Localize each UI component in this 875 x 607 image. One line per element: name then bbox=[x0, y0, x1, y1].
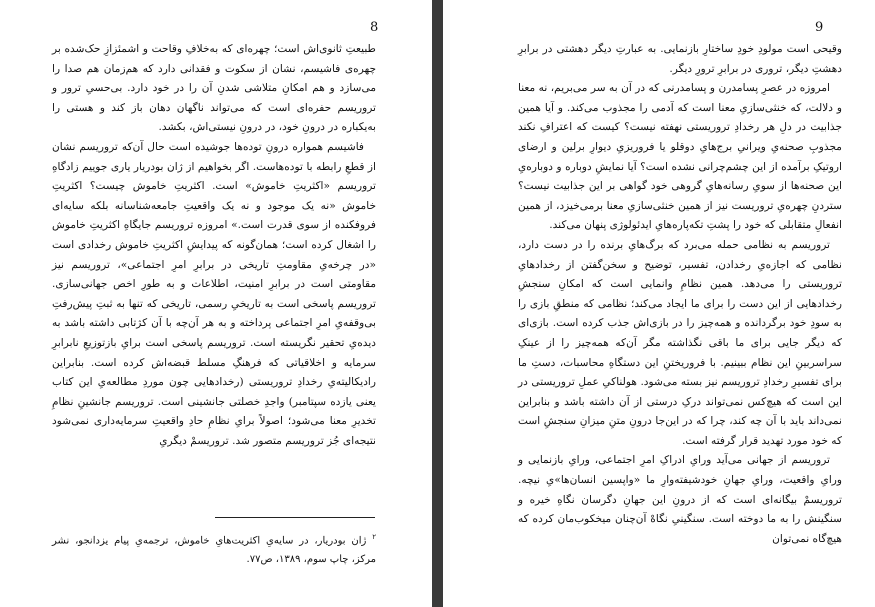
page-number-right: 9 bbox=[815, 20, 824, 35]
right-page bbox=[443, 0, 875, 607]
left-text-column bbox=[52, 40, 376, 451]
paragraph: تروریسم به نظامی حمله می‌برد که برگ‌هایِ برنده را در دست دارد، نظامی که اجازه‌یِ رخدادن، تفسیر، توضیح و سخن‌گفتن از رخدادهایِ تروریستی را می‌دهد. همین نظامِ وانمایی است که امکانِ سنجشِ رخدادهایی از این دست را برای ما ایجاد می‌کند؛ نظامی که منطقِ بازی را به سودِ خود برگردانده و همه‌چیز را در بازی‌اش جذب کرده است. بازی‌ای که دیگر جایی برای ما باقی نگذاشته مگر آن‌که همه‌چیز را از عینکِ سراسربینِ این نظام ببینیم. با فروریختنِ این دستگاهِ محاسبات، دستِ ما برای تفسیرِ رخدادِ تروریسم نیز بسته می‌شود. هولناکیِ عملِ تروریستی در این است که هیچ‌کس نمی‌تواند درکِ درستی از آن داشته باشد و بنابراین نمی‌داند باید با آن چه کند، چرا که در این‌جا درونِ متنِ میزانِ سنجشِ است که خود مورد تهدید قرار گرفته است. bbox=[518, 238, 842, 447]
footnote-text: ژان بودریار، در سایه‌یِ اکثریت‌هایِ خاموش، ترجمه‌یِ پیام یزدانجو، نشر مرکز، چاپ سوم، ۱۳۸۹، ص۷۷. bbox=[52, 535, 376, 566]
left-page bbox=[0, 0, 432, 607]
paragraph: فاشیسم همواره درونِ توده‌ها جوشیده است حال آن‌که تروریسم نشان از قطعِ رابطه با توده‌هاست. اگر بخواهیم از ژان بودریار یاری جوییم زادگاهِ تروریسم «اکثریتِ خاموش» است. اکثریتِ خاموش چیست؟ اکثریتِ خاموش «نه یک موجود و نه یک واقعیتِ جامعه‌شناسانه بلکه سایه‌ای فروفکنده از سوی قدرت است.» امروزه تروریسم جایگاهِ اکثریتِ خاموش را اشغال کرده است؛ همان‌گونه که پیدایشِ اکثریتِ خاموش رخدادی است «در چرخه‌یِ مقاومتِ تاریخی در برابرِ امرِ اجتماعی»، تروریسم نیز مقاومتی است در برابرِ امنیت، اطلاعات و به طورِ اخص جهانی‌سازی. تروریسم پاسخی است به تاریخیِ رسمی، تاریخی که تنها به ثبتِ پیش‌رفتِ بی‌وقفه‌یِ امرِ اجتماعی پرداخته و به هر آن‌چه با آن کژتابی داشته باشد به دیده‌یِ تحقیر نگریسته است. تروریسم پاسخی است برایِ بازتوزیعِ نابرابرِ سرمایه و اخلاقیاتی که فرهنگِ مسلط قبضه‌اش کرده است. بنابراین رادیکالیته‌یِ رخدادِ تروریستی (رخدادهایی چون موردِ مطالعه‌یِ این کتاب یعنی یازده سپتامبر) واجدِ خصلتی جانشینی است. تروریسم جانشینِ نظامِ تخدیرِ معنا می‌شود؛ اصولاً برایِ نظامِ حادِ واقعیتِ سرمایه‌داری نمی‌شود نتیجه‌ای جُز تروریسم متصور شد. تروریسمْ دیگریِ bbox=[52, 140, 376, 447]
paragraph: تروریسم از جهانی می‌آید ورایِ ادراکِ امرِ اجتماعی، ورایِ بازنمایی و ورایِ واقعیت، ورایِ جهانِ خودشیفته‌وارِ ما «واپسین انسان‌ها»یِ نیچه. تروریسمْ بیگانه‌ای است که از درونِ این جهانِ دگرسان نگاهِ خیره و سنگینش را به ما دوخته است. سنگینیِ نگاهْ آن‌چنان میخکوب‌مان کرده که هیچ‌گاه نمی‌توان bbox=[518, 454, 842, 545]
footnote-divider bbox=[215, 517, 375, 518]
footnote bbox=[52, 528, 376, 569]
paragraph: وقیحی است مولودِ خودِ ساختارِ بازنمایی. به عبارتِ دیگر دهشتی در برابرِ دهشتِ دیگر، تروری در برابرِ ترورِ دیگر. bbox=[518, 43, 842, 75]
footnote-marker: ۲ bbox=[372, 533, 376, 541]
paragraph: امروزه در عصرِ پسامدرن و پسامدرنی که در آن به سر می‌بریم، نه معنا و دلالت، که خنثی‌سازیِ معنا است که آدمی را مجذوب می‌کند. و آیا همین جذابیت در دلِ هر رخدادِ تروریستی نهفته نیست؟ کیست که اعترافِ نکند مجذوبِ صحنه‌یِ ویرانیِ برج‌هایِ دوقلو یا فروریزیِ دیوارِ برلین و ارضای اروتیکِ برآمده از این چشم‌چرانی نشده است؟ آیا نمایشِ دوباره و دوباره‌یِ این صحنه‌ها از سویِ رسانه‌هایِ گروهی خود گواهی بر این جذابیت نیست؟ ستردنِ چهره‌یِ تروریست نیز از همین خنثی‌سازیِ معنا برمی‌خیزد، از همین انفعالِ متقابلی که خود را پشتِ تکه‌پاره‌هایِ ایدئولوژی پنهان می‌کند. bbox=[518, 82, 842, 232]
paragraph: طبیعتِ ثانوی‌اش است؛ چهره‌ای که به‌خلافِ وقاحت و اشمئزازِ حک‌شده بر چهره‌ی فاشیسم، نشان از سکوت و فقدانی دارد که هم‌زمان هم صدا را می‌سازد و هم امکانِ متلاشی شدنِ آن را در خود دارد. بی‌حسیِ ترور و تروریسم حفره‌ای است که می‌تواند ناگهان دهان باز کند و هستی را به‌یکباره در درونِ خود، در درونِ نیستی‌اش، بکشد. bbox=[52, 43, 376, 134]
right-text-column bbox=[518, 40, 842, 549]
page-number-left: 8 bbox=[370, 20, 379, 35]
book-gutter bbox=[432, 0, 443, 607]
